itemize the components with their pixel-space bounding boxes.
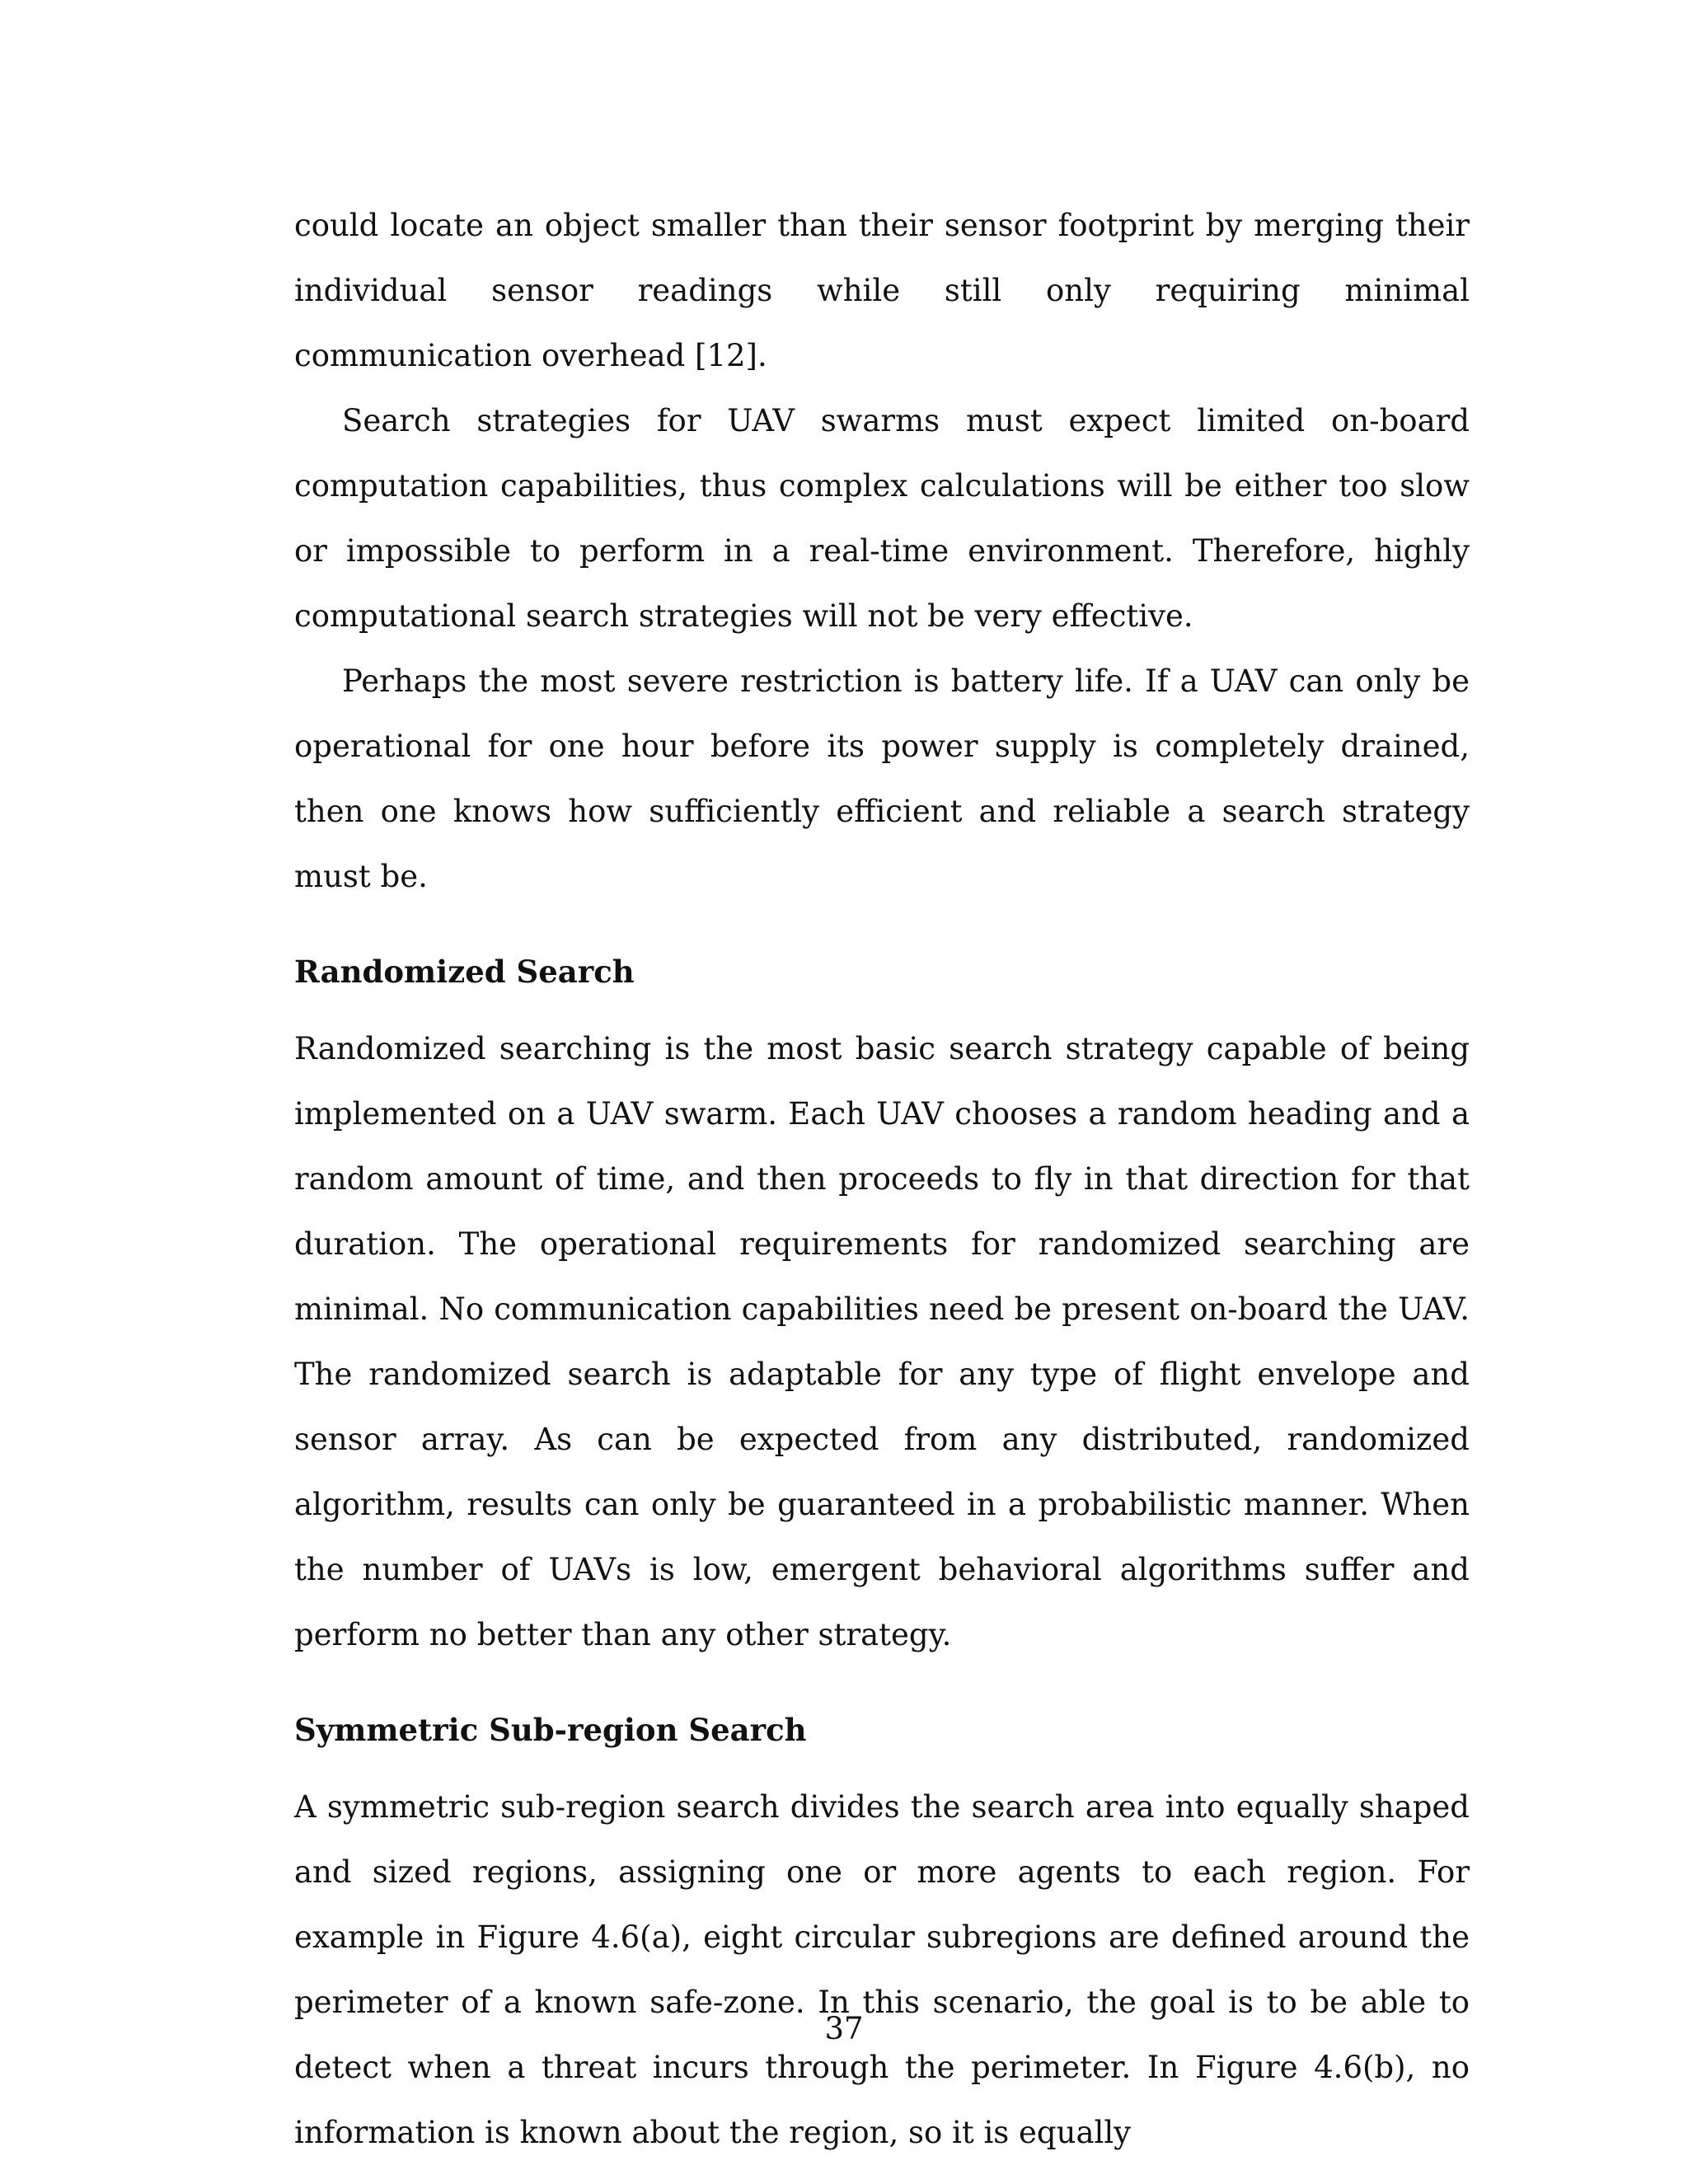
paragraph-computation: Search strategies for UAV swarms must expect limited on-board computation capabilities, thus complex calculations will be either too slow or impossible to perform in a real-time environment. Therefore, highly computational search strategies will not be very effective. — [294, 403, 1470, 634]
paragraph-randomized-search: Randomized searching is the most basic search strategy capable of being implemented on a UAV swarm. Each UAV chooses a random heading and a random amount of time, and then proceeds to fly in that direction for that duration. The operational requirements for randomized searching are minimal. No communication capabilities need be present on-board the UAV. The randomized search is adaptable for any type of flight envelope and sensor array. As can be expected from any distributed, randomized algorithm, results can only be guaranteed in a probabilistic manner. When the number of UAVs is low, emergent behavioral algorithms suffer and perform no better than any other strategy. — [294, 1031, 1470, 1652]
paragraph-battery: Perhaps the most severe restriction is battery life. If a UAV can only be operational for one hour before its power supply is completely drained, then one knows how sufficiently efficient and reliable a search strategy must be. — [294, 663, 1470, 894]
heading-randomized-search: Randomized Search — [294, 954, 635, 990]
page-number: 37 — [824, 2011, 864, 2046]
body-text — [294, 193, 1470, 2165]
paragraph-symmetric-subregion-search: A symmetric sub-region search divides the search area into equally shaped and sized regions, assigning one or more agents to each region. For example in Figure 4.6(a), eight circular subregions are defined around the perimeter of a known safe-zone. In this scenario, the goal is to be able to detect when a threat incurs through the perimeter. In Figure 4.6(b), no information is known about the region, so it is equally — [294, 1789, 1470, 2150]
heading-symmetric-subregion-search: Symmetric Sub-region Search — [294, 1712, 807, 1748]
paragraph-continuation: could locate an object smaller than their sensor footprint by merging their individual sensor readings while still only requiring minimal communication overhead [12]. — [294, 208, 1470, 373]
